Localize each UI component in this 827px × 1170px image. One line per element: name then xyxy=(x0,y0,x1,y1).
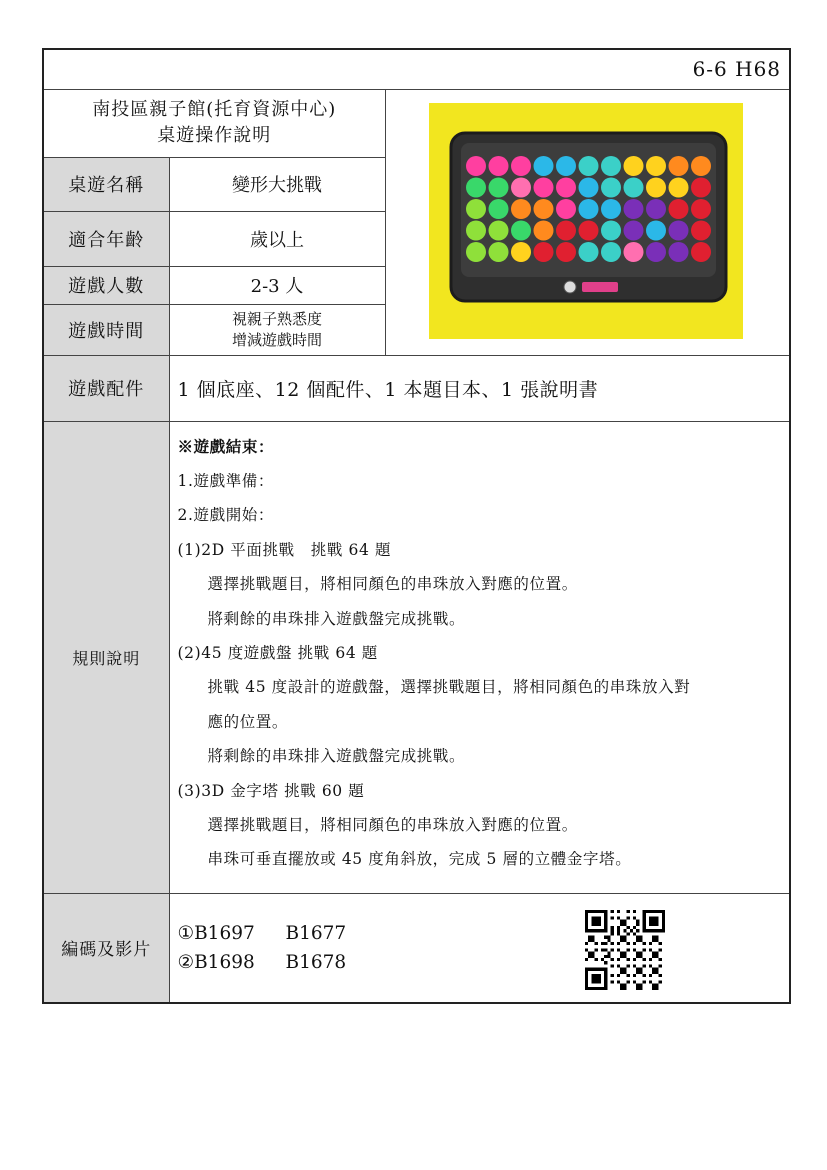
bead xyxy=(489,199,509,219)
bead xyxy=(601,156,621,176)
codes-content xyxy=(169,893,790,1003)
bead xyxy=(669,199,689,219)
bead xyxy=(646,199,666,219)
bead xyxy=(646,242,666,262)
bead xyxy=(579,221,599,241)
bead xyxy=(579,242,599,262)
players-value: 2-3 人 xyxy=(169,266,385,304)
code-1a: ①B1697 xyxy=(177,922,255,944)
bead xyxy=(556,221,576,241)
bead xyxy=(534,221,554,241)
bead xyxy=(624,221,644,241)
bead xyxy=(624,156,644,176)
bead xyxy=(669,242,689,262)
bead xyxy=(691,178,711,198)
bead xyxy=(691,156,711,176)
parts-label: 遊戲配件 xyxy=(43,355,169,421)
qr-code[interactable] xyxy=(585,910,665,994)
bead xyxy=(601,178,621,198)
doc-title: 桌遊操作說明 xyxy=(157,125,272,146)
bead xyxy=(466,199,486,219)
rule-2d-heading: (1)2D 平面挑戰 挑戰 64 題 xyxy=(177,540,392,559)
bead xyxy=(534,156,554,176)
rule-end-heading: ※遊戲結束： xyxy=(177,436,275,456)
rule-45-step1a: 挑戰 45 度設計的遊戲盤，選擇挑戰題目，將相同顏色的串珠放入對 xyxy=(207,678,691,697)
rules-content xyxy=(169,421,790,893)
bead xyxy=(669,221,689,241)
bead xyxy=(466,156,486,176)
bead xyxy=(556,178,576,198)
bead xyxy=(534,199,554,219)
parts-value: 1 個底座、12 個配件、1 本題目本、1 張說明書 xyxy=(169,355,790,421)
time-label: 遊戲時間 xyxy=(43,304,169,355)
rule-2d-step1: 選擇挑戰題目，將相同顏色的串珠放入對應的位置。 xyxy=(207,575,578,594)
bead xyxy=(511,221,531,241)
bead xyxy=(556,242,576,262)
bead xyxy=(624,242,644,262)
age-label: 適合年齡 xyxy=(43,211,169,266)
code-2b: B1678 xyxy=(285,951,347,973)
bead xyxy=(466,242,486,262)
bead xyxy=(579,178,599,198)
bead xyxy=(466,178,486,198)
bead xyxy=(691,242,711,262)
bead xyxy=(534,242,554,262)
bead xyxy=(489,156,509,176)
bead xyxy=(511,199,531,219)
bead xyxy=(579,156,599,176)
code-row-1 xyxy=(178,919,790,948)
code-1b: B1677 xyxy=(285,922,347,944)
org-title xyxy=(43,89,385,157)
bead xyxy=(669,178,689,198)
bead xyxy=(489,178,509,198)
bead xyxy=(646,178,666,198)
game-photo xyxy=(429,103,743,339)
rule-45-step1b: 應的位置。 xyxy=(207,712,289,731)
bead xyxy=(601,199,621,219)
bead xyxy=(466,221,486,241)
age-value: 歲以上 xyxy=(169,211,385,266)
players-label: 遊戲人數 xyxy=(43,266,169,304)
bead xyxy=(556,199,576,219)
rule-45-heading: (2)45 度遊戲盤 挑戰 64 題 xyxy=(177,643,378,662)
bead xyxy=(601,221,621,241)
code-row-2 xyxy=(178,948,790,977)
bead xyxy=(489,242,509,262)
bead xyxy=(601,242,621,262)
bead xyxy=(511,242,531,262)
name-value: 變形大挑戰 xyxy=(169,157,385,211)
document-code: 6-6 H68 xyxy=(43,49,790,89)
rule-3d-heading: (3)3D 金字塔 挑戰 60 題 xyxy=(177,781,365,800)
bead xyxy=(691,199,711,219)
name-label: 桌遊名稱 xyxy=(43,157,169,211)
qr-code-image xyxy=(585,910,665,990)
bead xyxy=(624,178,644,198)
bead xyxy=(556,156,576,176)
bead xyxy=(669,156,689,176)
bead xyxy=(511,156,531,176)
time-value xyxy=(169,304,385,355)
rule-3d-step1: 選擇挑戰題目，將相同顏色的串珠放入對應的位置。 xyxy=(207,815,578,834)
bead xyxy=(534,178,554,198)
bead xyxy=(511,178,531,198)
rule-45-step2: 將剩餘的串珠排入遊戲盤完成挑戰。 xyxy=(207,747,466,766)
time-value-line1: 視親子熟悉度 xyxy=(231,309,322,328)
bead xyxy=(691,221,711,241)
rule-3d-step2: 串珠可垂直擺放或 45 度角斜放，完成 5 層的立體金字塔。 xyxy=(207,850,632,869)
org-name: 南投區親子館(托育資源中心) xyxy=(92,99,337,120)
rule-2d-step2: 將剩餘的串珠排入遊戲盤完成挑戰。 xyxy=(207,609,466,628)
bead xyxy=(646,156,666,176)
time-value-line2: 增減遊戲時間 xyxy=(231,330,322,349)
codes-label: 編碼及影片 xyxy=(43,893,169,1003)
rules-label: 規則說明 xyxy=(43,421,169,893)
bead xyxy=(646,221,666,241)
bead-board-picture xyxy=(429,103,743,339)
rule-prepare: 1.遊戲準備： xyxy=(177,471,274,490)
code-2a: ②B1698 xyxy=(177,951,255,973)
bead xyxy=(624,199,644,219)
bead xyxy=(579,199,599,219)
rule-start: 2.遊戲開始： xyxy=(177,506,274,525)
bead xyxy=(489,221,509,241)
